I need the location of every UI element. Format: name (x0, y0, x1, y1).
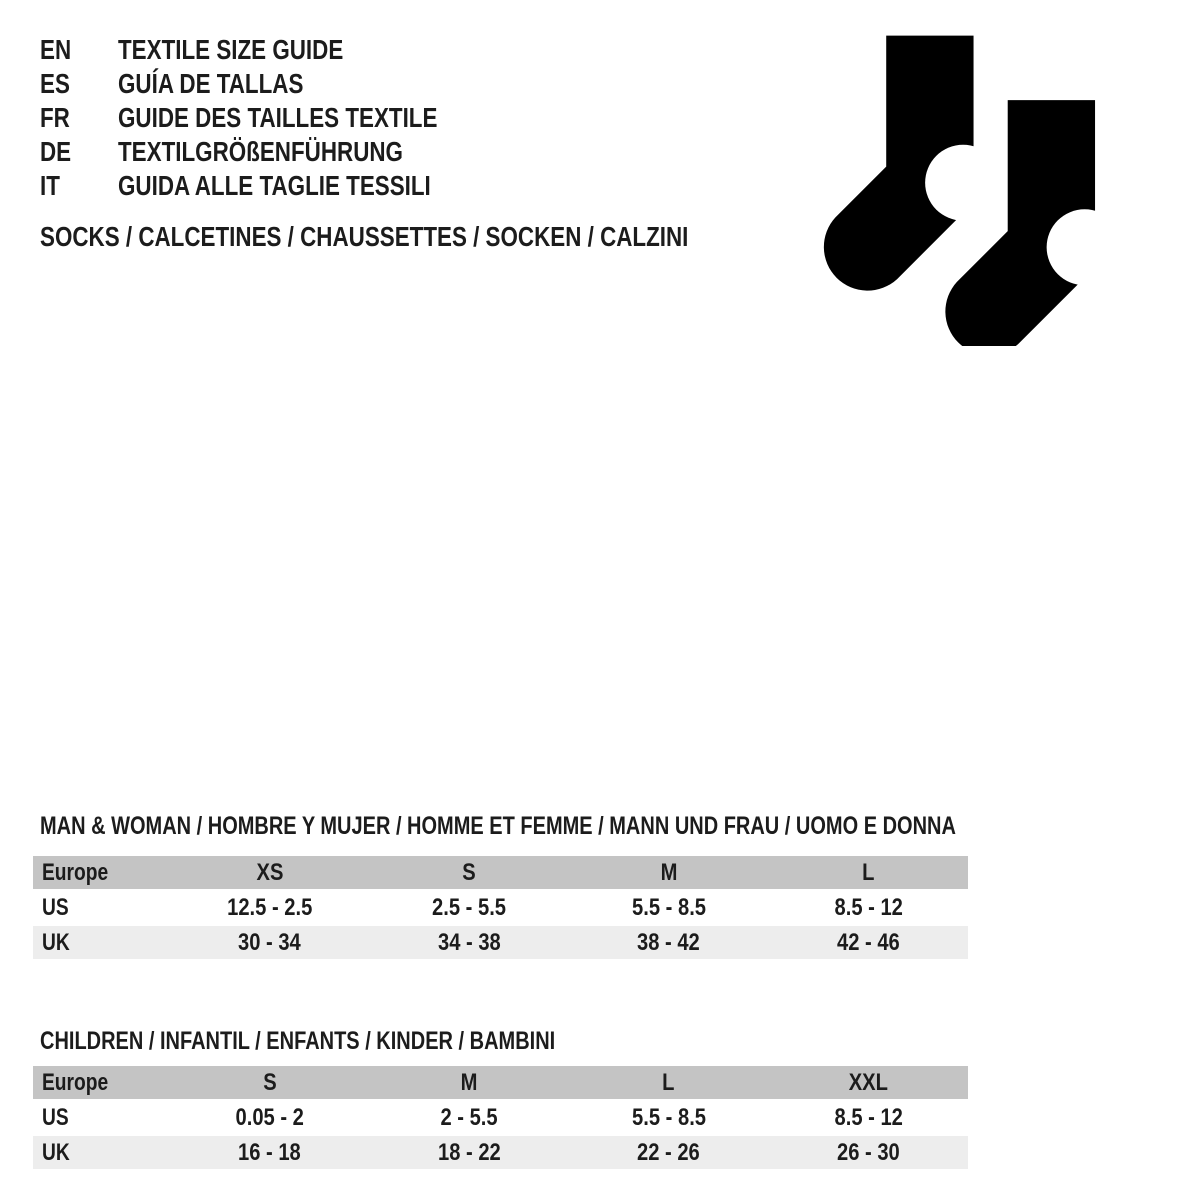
guide-title-fr: GUIDE DES TAILLES TEXTILE (118, 102, 438, 133)
row-label: UK (42, 928, 70, 956)
language-title-list (40, 33, 517, 203)
language-code: IT (40, 170, 60, 201)
header-cell-size: M (660, 858, 678, 886)
header-cell-size: S (462, 858, 476, 886)
header-cell-size: XS (256, 858, 284, 886)
size-value: 12.5 - 2.5 (227, 893, 313, 921)
row-label: UK (42, 1138, 70, 1166)
size-value: 30 - 34 (238, 928, 302, 956)
size-value: 8.5 - 12 (834, 1103, 903, 1131)
size-table-man-woman (33, 856, 968, 961)
size-value: 5.5 - 8.5 (631, 1103, 706, 1131)
guide-title-it: GUIDA ALLE TAGLIE TESSILI (118, 170, 431, 201)
table-row-us (33, 891, 968, 924)
size-value: 34 - 38 (437, 928, 501, 956)
size-value: 5.5 - 8.5 (631, 893, 706, 921)
header-cell-size: L (862, 858, 875, 886)
product-line-heading: SOCKS / CALCETINES / CHAUSSETTES / SOCKEN / CALZINI (40, 221, 689, 252)
header-cell-size: L (662, 1068, 675, 1096)
size-value: 8.5 - 12 (834, 893, 903, 921)
size-value: 18 - 22 (437, 1138, 501, 1166)
language-code: FR (40, 102, 70, 133)
language-code: ES (40, 68, 70, 99)
header-cell-size: XXL (848, 1068, 888, 1096)
language-row-fr (40, 101, 517, 135)
row-label: US (42, 893, 69, 921)
language-row-en (40, 33, 517, 67)
table-row-uk (33, 1136, 968, 1169)
language-row-es (40, 67, 517, 101)
size-value: 22 - 26 (637, 1138, 701, 1166)
table-header-row (33, 1066, 968, 1099)
language-row-de (40, 135, 517, 169)
header-cell-region: Europe (42, 858, 109, 886)
size-value: 0.05 - 2 (235, 1103, 304, 1131)
size-value: 42 - 46 (836, 928, 900, 956)
table-row-us (33, 1101, 968, 1134)
header-cell-region: Europe (42, 1068, 109, 1096)
guide-title-es: GUÍA DE TALLAS (118, 68, 304, 99)
socks-icon (815, 28, 1115, 346)
language-code: EN (40, 34, 72, 65)
language-code: DE (40, 136, 72, 167)
section-title-man-woman: MAN & WOMAN / HOMBRE Y MUJER / HOMME ET FEMME / MANN UND FRAU / UOMO E DONNA (40, 811, 956, 840)
section-title-children: CHILDREN / INFANTIL / ENFANTS / KINDER / BAMBINI (40, 1026, 556, 1055)
size-value: 16 - 18 (238, 1138, 302, 1166)
table-row-uk (33, 926, 968, 959)
guide-title-en: TEXTILE SIZE GUIDE (118, 34, 344, 65)
header-cell-size: M (460, 1068, 478, 1096)
size-table-children (33, 1066, 968, 1171)
size-value: 26 - 30 (836, 1138, 900, 1166)
size-value: 2.5 - 5.5 (432, 893, 507, 921)
size-value: 38 - 42 (637, 928, 701, 956)
table-header-row (33, 856, 968, 889)
language-row-it (40, 169, 517, 203)
guide-title-de: TEXTILGRÖßENFÜHRUNG (118, 136, 403, 167)
header-cell-size: S (263, 1068, 277, 1096)
row-label: US (42, 1103, 69, 1131)
size-value: 2 - 5.5 (440, 1103, 498, 1131)
